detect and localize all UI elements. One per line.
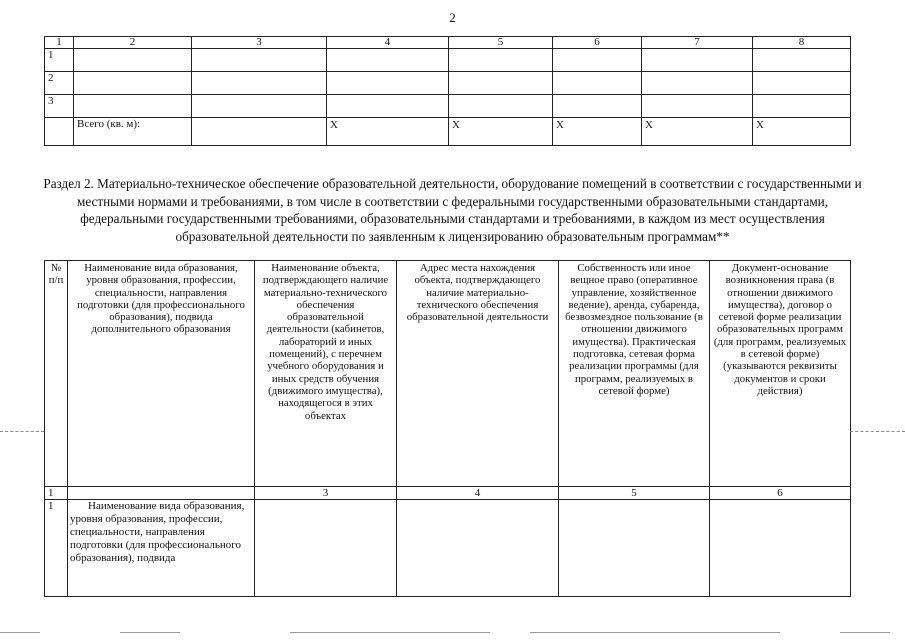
table-cell (642, 72, 753, 95)
scan-artifact-line (850, 431, 905, 432)
x-mark: X (553, 118, 642, 146)
column-number: 4 (397, 487, 559, 500)
column-header: № п/п (45, 261, 68, 487)
table-cell (74, 49, 192, 72)
column-number (68, 487, 255, 500)
column-number: 3 (255, 487, 397, 500)
material-support-header-row (45, 261, 851, 487)
table-cell (710, 500, 851, 597)
table-cell (192, 118, 327, 146)
column-number-row (45, 487, 851, 500)
area-table-col-number: 6 (553, 37, 642, 49)
program-name-cell (68, 500, 255, 597)
area-table-header-row (45, 37, 851, 49)
table-cell (45, 118, 74, 146)
scan-artifact-line (530, 632, 780, 633)
table-cell (753, 72, 851, 95)
table-cell (553, 49, 642, 72)
table-cell (192, 95, 327, 118)
row-number: 1 (45, 500, 68, 597)
area-table-col-number: 2 (74, 37, 192, 49)
scan-artifact-line (840, 632, 890, 633)
material-support-table (44, 260, 851, 597)
section-title: Раздел 2. Материально-техническое обеспечение образовательной деятельности, оборудование помещений в соответствии с государственными и местными нормами и требованиями, в том числе в соответствии с федеральными государственными образовательными стандартами, федеральными государственными требованиями, образовательными стандартами и требованиями, в каждом из мест осуществления образовательной деятельности по заявленным к лицензированию образовательным программам** (43, 176, 862, 244)
table-cell (753, 49, 851, 72)
scan-artifact-line (290, 632, 490, 633)
table-cell (74, 95, 192, 118)
table-cell (753, 95, 851, 118)
table-cell (449, 95, 553, 118)
scan-artifact-line (0, 632, 40, 633)
table-cell (397, 500, 559, 597)
x-mark: X (753, 118, 851, 146)
table-cell (553, 95, 642, 118)
page-number: 2 (449, 10, 456, 25)
area-table-col-number: 4 (327, 37, 449, 49)
table-cell (642, 95, 753, 118)
total-label: Всего (кв. м): (74, 118, 192, 146)
column-header: Адрес места нахождения объекта, подтверждающего наличие материально-технического обеспечения образовательной деятельности (397, 261, 559, 487)
total-row (45, 118, 851, 146)
table-cell (553, 72, 642, 95)
table-cell (642, 49, 753, 72)
table-cell (327, 49, 449, 72)
x-mark: X (327, 118, 449, 146)
table-cell (559, 500, 710, 597)
column-header: Наименование вида образования, уровня образования, профессии, специальности, направления подготовки (для профессионального образования), подвида дополнительного образования (68, 261, 255, 487)
table-row (45, 95, 851, 118)
table-cell (327, 72, 449, 95)
x-mark: X (642, 118, 753, 146)
column-number: 5 (559, 487, 710, 500)
table-cell (255, 500, 397, 597)
column-header: Наименование объекта, подтверждающего наличие материально-технического обеспечения образовательной деятельности (кабинетов, лабораторий и иных помещений), с перечнем учебного оборудования и иных средств обучения (движимого имущества), находящегося в этих объектах (255, 261, 397, 487)
x-mark: X (449, 118, 553, 146)
area-table-col-number: 7 (642, 37, 753, 49)
area-table-col-number: 1 (45, 37, 74, 49)
table-cell (327, 95, 449, 118)
row-number: 3 (45, 95, 74, 118)
area-table-col-number: 3 (192, 37, 327, 49)
column-number: 1 (45, 487, 68, 500)
area-table (44, 36, 851, 146)
area-table-col-number: 5 (449, 37, 553, 49)
area-table-col-number: 8 (753, 37, 851, 49)
table-cell (449, 49, 553, 72)
row-number: 2 (45, 72, 74, 95)
scan-artifact-line (0, 431, 44, 432)
row-number: 1 (45, 49, 74, 72)
program-name-text: Наименование вида образования, уровня образования, профессии, специальности, направления подготовки (для профессионального образования), подвида (70, 500, 245, 564)
table-cell (74, 72, 192, 95)
table-row (45, 72, 851, 95)
column-header: Документ-основание возникновения права (в отношении движимого имущества), договор о сетевой форме реализации образовательных программ (для программ, реализуемых в сетевой форме) (указываются реквизиты документов и сроки действия) (710, 261, 851, 487)
table-cell (192, 49, 327, 72)
table-cell (449, 72, 553, 95)
column-header: Собственность или иное вещное право (оперативное управление, хозяйственное ведение), аренда, субаренда, безвозмездное пользование (в отношении движимого имущества). Практическая подготовка, сетевая форма реализации программы (для программ, реализуемых в сетевой форме) (559, 261, 710, 487)
column-number: 6 (710, 487, 851, 500)
table-cell (192, 72, 327, 95)
table-row (45, 500, 851, 597)
scan-artifact-line (120, 632, 180, 633)
table-row (45, 49, 851, 72)
